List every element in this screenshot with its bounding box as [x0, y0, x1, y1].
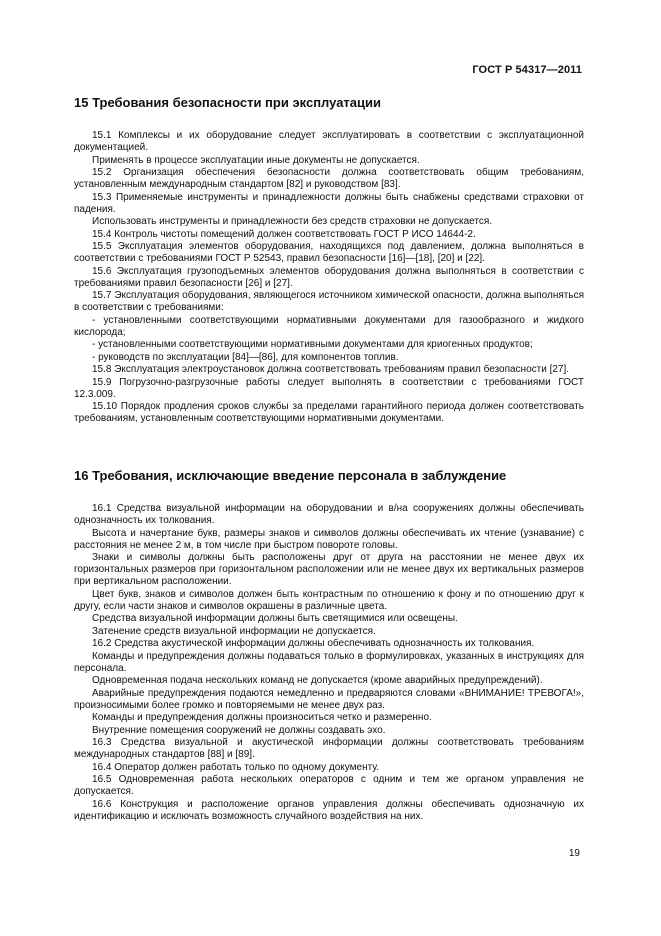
paragraph: 15.9 Погрузочно-разгрузочные работы следует выполнять в соответствии с требованиями ГОСТ 12.3.009.: [74, 376, 584, 400]
paragraph: 16.5 Одновременная работа нескольких операторов с одним и тем же органом управления не допускается.: [74, 774, 584, 797]
paragraph: Команды и предупреждения должны подаваться только в формулировках, указанных в инструкциях для персонала.: [74, 650, 584, 674]
list-item: - установленными соответствующими нормативными документами для криогенных продуктов;: [92, 339, 533, 350]
paragraph: Высота и начертание букв, размеры знаков и символов должны обеспечивать их чтение (узнавание) с расстояния не менее 2 м, в том числе при быстром повороте головы.: [74, 527, 584, 551]
document-header: ГОСТ Р 54317—2011: [472, 64, 582, 76]
paragraph: Знаки и символы должны быть расположены друг от друга на расстоянии не менее двух их горизонтальных размеров при горизонтальном расположении или не менее двух их вертикальных размеров при вертикальном расположении.: [74, 552, 584, 587]
paragraph: Внутренние помещения сооружений не должны создавать эхо.: [92, 724, 386, 736]
paragraph: 15.5 Эксплуатация элементов оборудования, находящихся под давлением, должна выполняться в соответствии с требованиями ГОСТ Р 52543, правил безопасности [16]—[18], [20] и [22].: [74, 241, 584, 264]
list-item: - руководств по эксплуатации [84]—[86], для компонентов топлив.: [92, 351, 399, 363]
paragraph: 15.2 Организация обеспечения безопасности должна соответствовать общим требованиям, установленным международным стандартом [82] и руководством [83].: [74, 167, 584, 190]
paragraph: 15.1 Комплексы и их оборудование следует эксплуатировать в соответствии с эксплуатационной документацией.: [74, 130, 584, 153]
paragraph: Одновременная подача нескольких команд не допускается (кроме аварийных предупреждений).: [92, 675, 543, 686]
paragraph: 16.3 Средства визуальной и акустической информации должны соответствовать требованиям международных стандартов [88] и [89].: [74, 737, 584, 760]
paragraph: Применять в процессе эксплуатации иные документы не допускается.: [92, 154, 420, 166]
paragraph: 16.4 Оператор должен работать только по одному документу.: [92, 761, 380, 773]
paragraph: Средства визуальной информации должны быть светящимися или освещены.: [92, 613, 458, 624]
list-item: - установленными соответствующими нормативными документами для газообразного и жидкого кислорода;: [74, 314, 584, 338]
paragraph: 15.3 Применяемые инструменты и принадлежности должны быть снабжены средствами страховки от падения.: [74, 191, 584, 215]
paragraph: Команды и предупреждения должны произноситься четко и размеренно.: [92, 712, 432, 723]
paragraph: 15.10 Порядок продления сроков службы за пределами гарантийного периода должен соответствовать требованиям, установленным соответствующими нормативными документами.: [74, 401, 584, 424]
section-15-title: 15 Требования безопасности при эксплуатации: [74, 95, 381, 110]
paragraph: 15.4 Контроль чистоты помещений должен соответствовать ГОСТ Р ИСО 14644-2.: [92, 228, 476, 240]
paragraph: 16.1 Средства визуальной информации на оборудовании и в/на сооружениях должны обеспечивать однозначность их толкования.: [74, 503, 584, 526]
paragraph: 15.6 Эксплуатация грузоподъемных элементов оборудования должна выполняться в соответствии с требованиями правил безопасности [26] и [27].: [74, 265, 584, 289]
section-16-title: 16 Требования, исключающие введение персонала в заблуждение: [74, 468, 507, 483]
section-16: [74, 468, 584, 823]
paragraph: 16.6 Конструкция и расположение органов управления должны обеспечивать однозначную их идентификацию и исключать возможность случайного воздействия на них.: [74, 798, 584, 822]
paragraph: Затенение средств визуальной информации не допускается.: [92, 625, 376, 637]
paragraph: 15.7 Эксплуатация оборудования, являющегося источником химической опасности, должна выполняться в соответствии с требованиями:: [74, 290, 584, 313]
paragraph: Аварийные предупреждения подаются немедленно и предваряются словами «ВНИМАНИЕ! ТРЕВОГА!», произносимыми более громко и повторяемыми не менее двух раз.: [74, 687, 584, 711]
section-15: [74, 95, 584, 426]
paragraph: Использовать инструменты и принадлежности без средств страховки не допускается.: [92, 216, 493, 227]
paragraph: 16.2 Средства акустической информации должны обеспечивать однозначность их толкования.: [92, 638, 535, 649]
paragraph: 15.8 Эксплуатация электроустановок должна соответствовать требованиям правил безопасности [27].: [92, 364, 570, 375]
page-number: 19: [568, 848, 580, 859]
paragraph: Цвет букв, знаков и символов должен быть контрастным по отношению к фону и по отношению друг к другу, если части знаков и символов окрашены в различные цвета.: [74, 588, 584, 612]
